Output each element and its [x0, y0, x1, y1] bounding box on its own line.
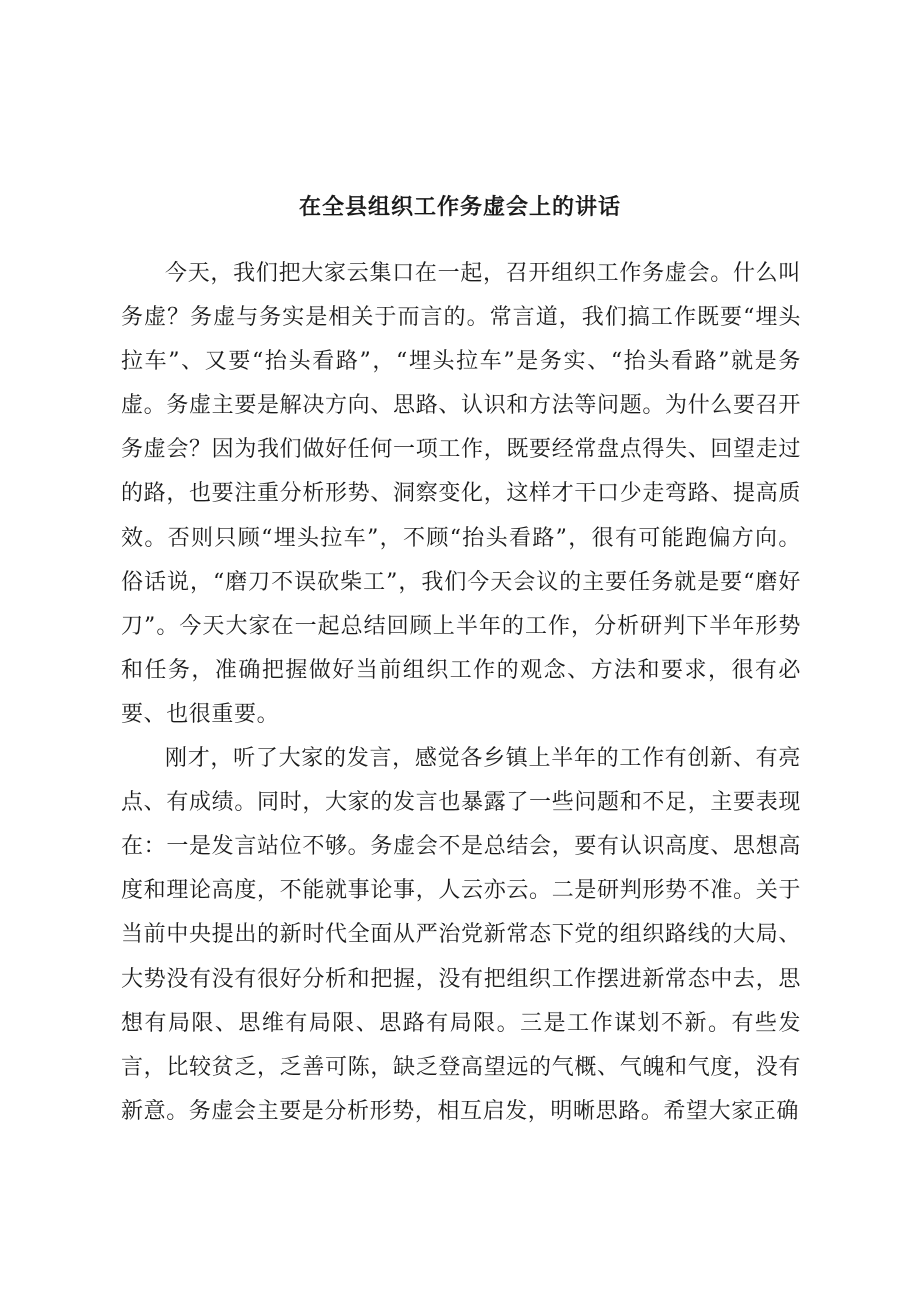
paragraph-1: 今天，我们把大家云集口在一起，召开组织工作务虚会。什么叫务虚？务虚与务实是相关于而言的。常言道，我们搞工作既要“埋头拉车”、又要“抬头看路”，“埋头拉车”是务实、“抬头看路”就是务虚。务虚主要是解决方向、思路、认识和方法等问题。为什么要召开务虚会？因为我们做好任何一项工作，既要经常盘点得失、回望走过的路，也要注重分析形势、洞察变化，这样才干口少走弯路、提高质效。否则只顾“埋头拉车”，不顾“抬头看路”，很有可能跑偏方向。俗话说，“磨刀不误砍柴工”，我们今天会议的主要任务就是要“磨好刀”。今天大家在一起总结回顾上半年的工作，分析研判下半年形势和任务，准确把握做好当前组织工作的观念、方法和要求，很有必要、也很重要。: [121, 261, 801, 727]
paragraph-2: 刚才，听了大家的发言，感觉各乡镇上半年的工作有创新、有亮点、有成绩。同时，大家的发言也暴露了一些问题和不足，主要表现在：一是发言站位不够。务虚会不是总结会，要有认识高度、思想高度和理论高度，不能就事论事，人云亦云。二是研判形势不准。关于当前中央提出的新时代全面从严治党新常态下党的组织路线的大局、大势没有没有很好分析和把握，没有把组织工作摆进新常态中去，思想有局限、思维有局限、思路有局限。三是工作谋划不新。有些发言，比较贫乏，乏善可陈，缺乏登高望远的气概、气魄和气度，没有新意。务虚会主要是分析形势，相互启发，明晰思路。希望大家正确: [121, 746, 801, 1124]
document-body: [121, 252, 801, 1134]
document-title: 在全县组织工作务虚会上的讲话: [298, 195, 621, 220]
